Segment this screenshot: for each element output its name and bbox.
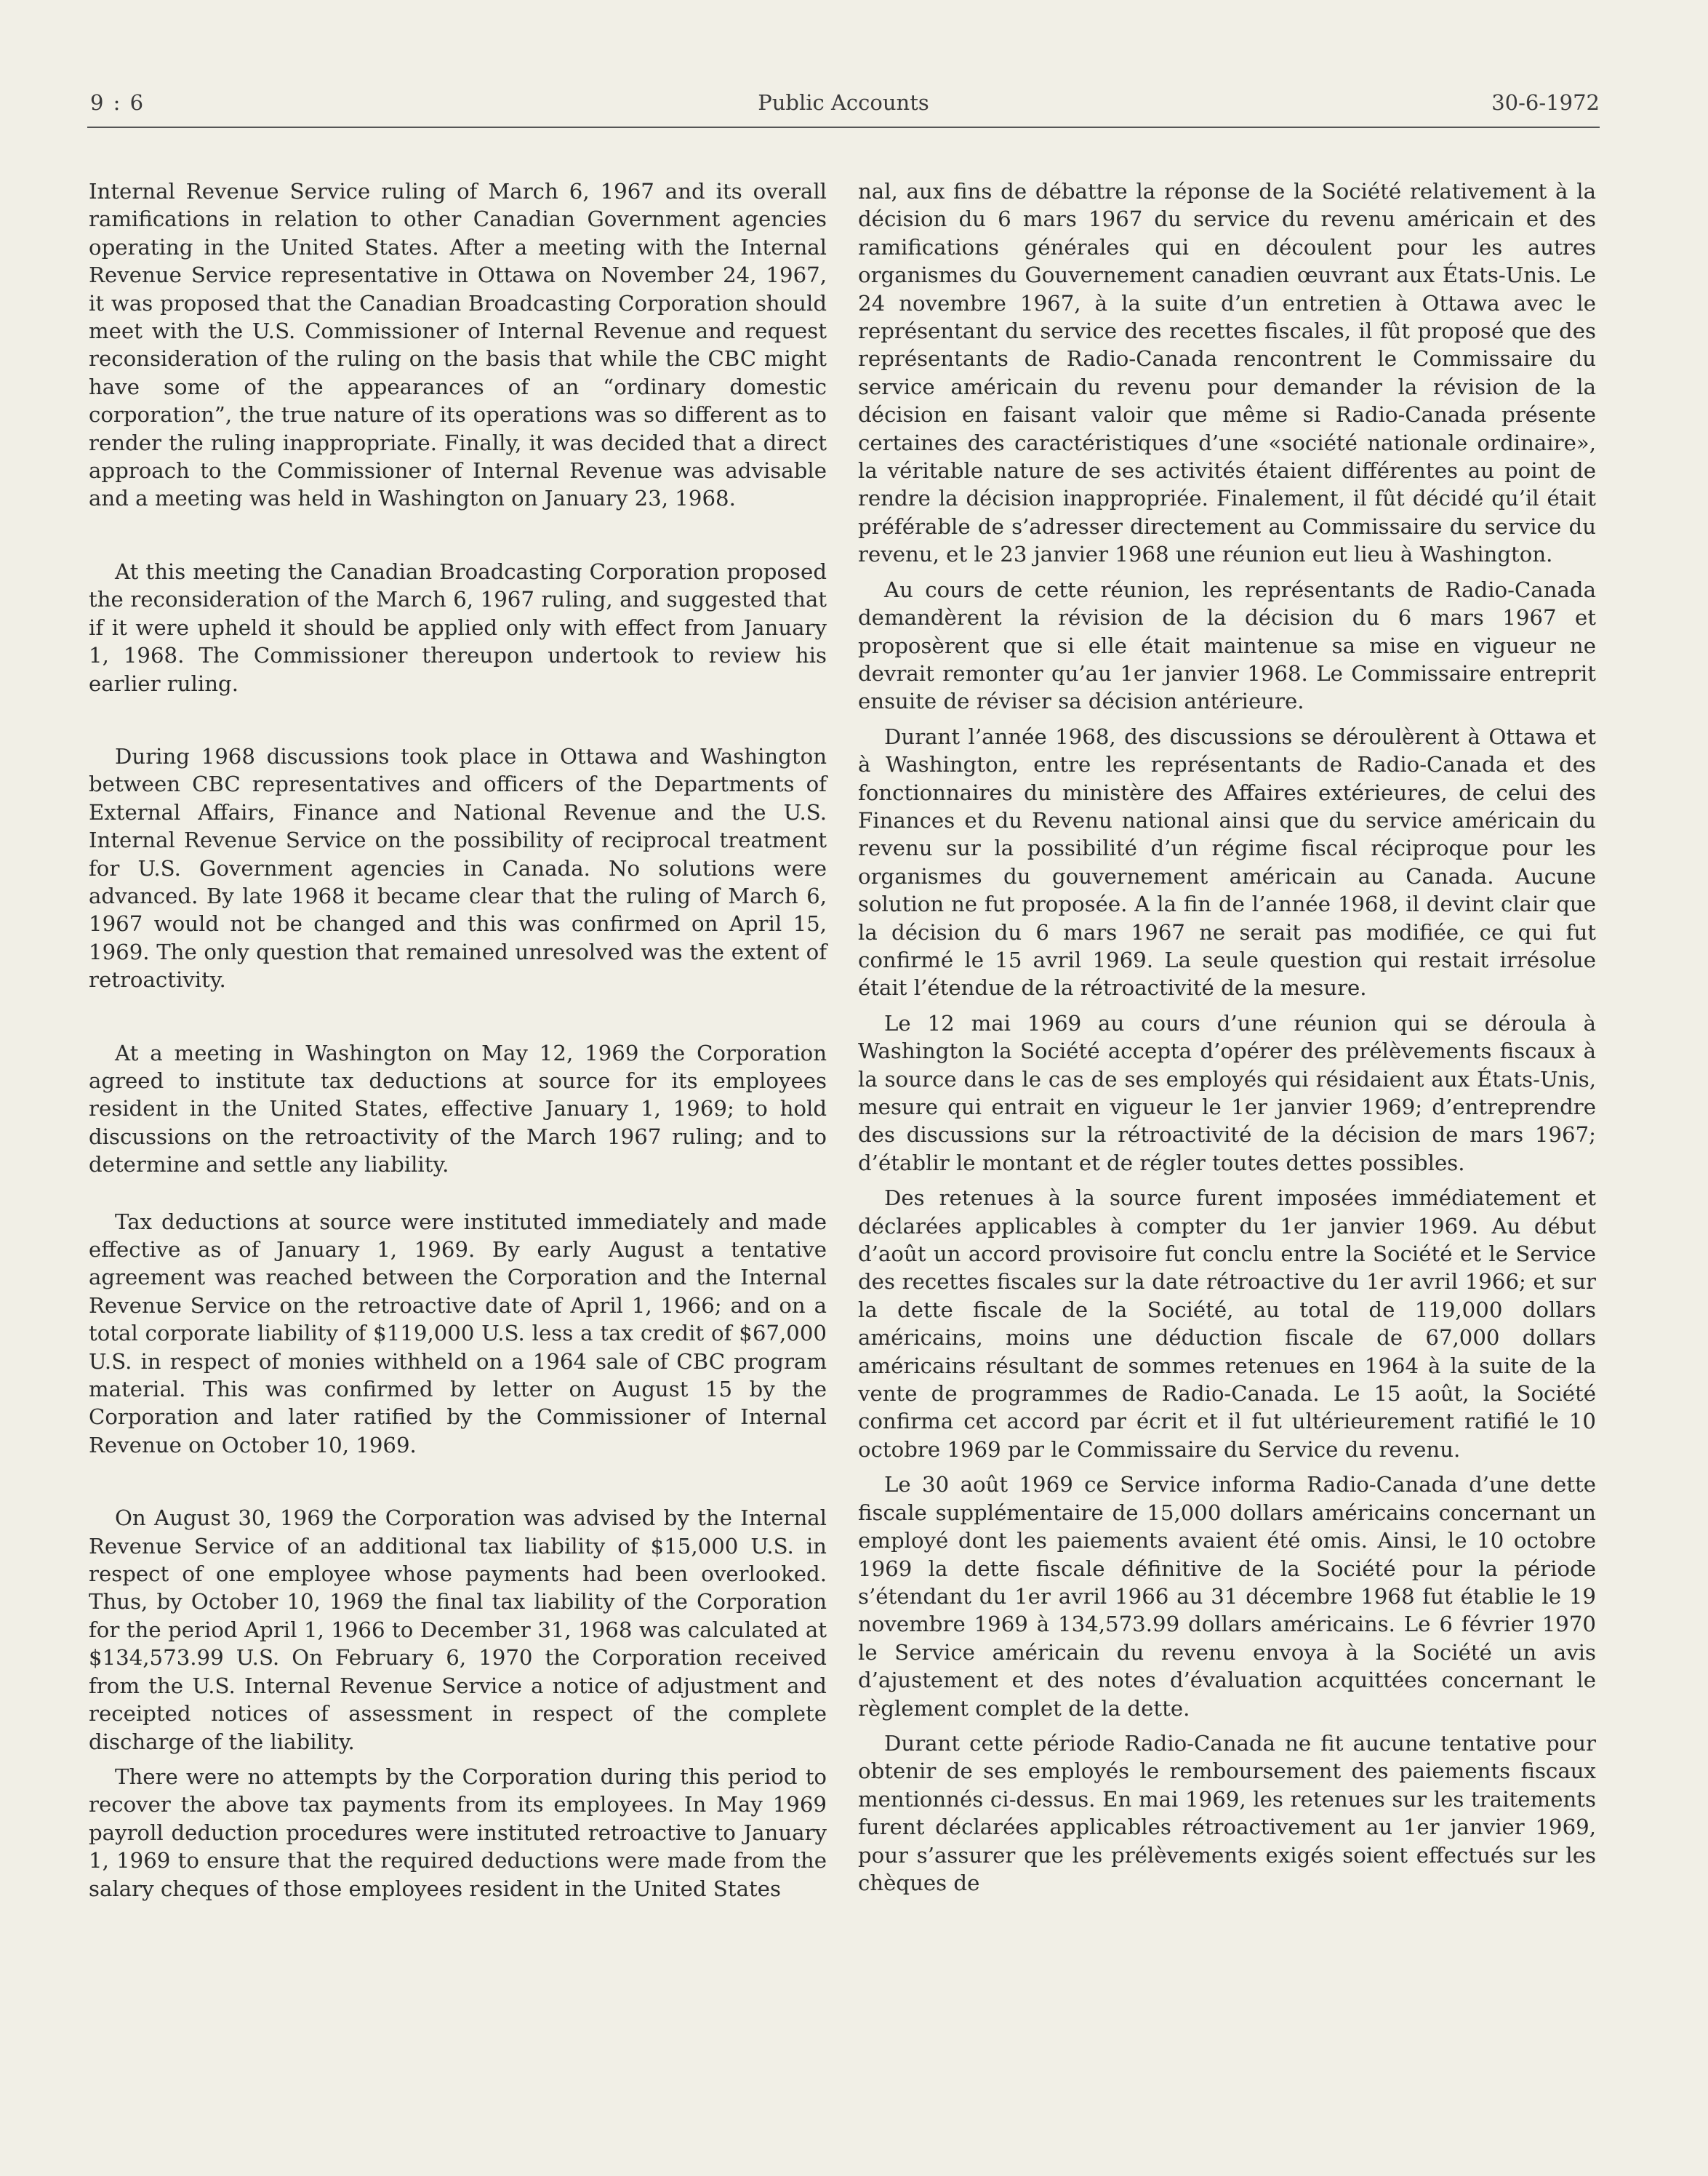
- french-paragraph-3: Durant l’année 1968, des discussions se déroulèrent à Ottawa et à Washington, entre les représentants de Radio-Canada et des fonctionnaires du ministère des Affaires extérieures, de celui des Finances et du Revenu national ainsi que du service américain du revenu sur la possibilité d’un régime fiscal réciproque pour les organismes du gouvernement américain au Canada. Aucune solution ne fut proposée. A la fin de l’année 1968, il devint clair que la décision du 6 mars 1967 ne serait pas modifiée, ce qui fut confirmé le 15 avril 1969. La seule question qui restait irrésolue était l’étendue de la rétroactivité de la mesure.: [858, 724, 1596, 1001]
- french-paragraph-5: Des retenues à la source furent imposées immédiatement et déclarées applicables à compter du 1er janvier 1969. Au début d’août un accord provisoire fut conclu entre la Société et le Service des recettes fiscales sur la date rétroactive du 1er avril 1966; et sur la dette fiscale de la Société, au total de 119,000 dollars américains, moins une déduction fiscale de 67,000 dollars américains résultant de sommes retenues en 1964 à la suite de la vente de programmes de Radio-Canada. Le 15 août, la Société confirma cet accord par écrit et il fut ultérieurement ratifié le 10 octobre 1969 par le Commissaire du Service du revenu.: [858, 1185, 1596, 1462]
- french-paragraph-6: Le 30 août 1969 ce Service informa Radio-Canada d’une dette fiscale supplémentaire de 15,000 dollars américains concernant un employé dont les paiements avaient été omis. Ainsi, le 10 octobre 1969 la dette fiscale définitive de la Société pour la période s’étendant du 1er avril 1966 au 31 décembre 1968 fut établie le 19 novembre 1969 à 134,573.99 dollars américains. Le 6 février 1970 le Service américain du revenu envoya à la Société un avis d’ajustement et des notes d’évaluation acquittées concernant le règlement complet de la dette.: [858, 1472, 1596, 1721]
- french-paragraph-1: nal, aux fins de débattre la réponse de la Société relativement à la décision du 6 mars 1967 du service du revenu américain et des ramifications générales qui en découlent pour les autres organismes du Gouvernement canadien œuvrant aux États-Unis. Le 24 novembre 1967, à la suite d’un entretien à Ottawa avec le représentant du service des recettes fiscales, il fût proposé que des représentants de Radio-Canada rencontrent le Commissaire du service américain du revenu pour demander la révision de la décision en faisant valoir que même si Radio-Canada présente certaines des caractéristiques d’une «société nationale ordinaire», la véritable nature de ses activités étaient différentes au point de rendre la décision inappropriée. Finalement, il fût décidé qu’il était préférable de s’adresser directement au Commissaire du service du revenu, et le 23 janvier 1968 une réunion eut lieu à Washington.: [858, 179, 1596, 567]
- english-paragraph-2: At this meeting the Canadian Broadcasting Corporation proposed the reconsideration of the March 6, 1967 ruling, and suggested that if it were upheld it should be applied only with effect from January 1, 1968. The Commissioner thereupon undertook to review his earlier ruling.: [89, 559, 827, 696]
- english-column: [89, 177, 827, 1903]
- french-paragraph-4: Le 12 mai 1969 au cours d’une réunion qui se déroula à Washington la Société accepta d’opérer des prélèvements fiscaux à la source dans le cas de ses employés qui résidaient aux États-Unis, mesure qui entrait en vigueur le 1er janvier 1969; d’entreprendre des discussions sur la rétroactivité de la décision de mars 1967; d’établir le montant et de régler toutes dettes possibles.: [858, 1010, 1596, 1175]
- french-paragraph-7: Durant cette période Radio-Canada ne fit aucune tentative pour obtenir de ses employés le remboursement des paiements fiscaux mentionnés ci-dessus. En mai 1969, les retenues sur les traitements furent déclarées applicables rétroactivement au 1er janvier 1969, pour s’assurer que les prélèvements exigés soient effectués sur les chèques de: [858, 1730, 1596, 1895]
- english-paragraph-3: During 1968 discussions took place in Ottawa and Washington between CBC representatives and officers of the Departments of External Affairs, Finance and National Revenue and the U.S. Internal Revenue Service on the possibility of reciprocal treatment for U.S. Government agencies in Canada. No solutions were advanced. By late 1968 it became clear that the ruling of March 6, 1967 would not be changed and this was confirmed on April 15, 1969. The only question that remained unresolved was the extent of retroactivity.: [89, 743, 827, 993]
- english-paragraph-7: There were no attempts by the Corporation during this period to recover the above tax payments from its employees. In May 1969 payroll deduction procedures were instituted retroactive to January 1, 1969 to ensure that the required deductions were made from the salary cheques of those employees resident in the United States: [89, 1764, 827, 1901]
- page-number: 9 : 6: [90, 90, 145, 115]
- header-date: 30-6-1972: [1491, 90, 1600, 115]
- french-paragraph-2: Au cours de cette réunion, les représentants de Radio-Canada demandèrent la révision de la décision du 6 mars 1967 et proposèrent que si elle était maintenue sa mise en vigueur ne devrait remonter qu’au 1er janvier 1968. Le Commissaire entreprit ensuite de réviser sa décision antérieure.: [858, 577, 1596, 714]
- english-paragraph-6: On August 30, 1969 the Corporation was advised by the Internal Revenue Service of an additional tax liability of $15,000 U.S. in respect of one employee whose payments had been overlooked. Thus, by October 10, 1969 the final tax liability of the Corporation for the period April 1, 1966 to December 31, 1968 was calculated at $134,573.99 U.S. On February 6, 1970 the Corporation received from the U.S. Internal Revenue Service a notice of adjustment and receipted notices of assessment in respect of the complete discharge of the liability.: [89, 1505, 827, 1754]
- english-paragraph-4: At a meeting in Washington on May 12, 1969 the Corporation agreed to institute tax deductions at source for its employees resident in the United States, effective January 1, 1969; to hold discussions on the retroactivity of the March 1967 ruling; and to determine and settle any liability.: [89, 1040, 827, 1177]
- french-column: [858, 177, 1596, 1904]
- running-title: Public Accounts: [758, 90, 929, 115]
- page-header: [87, 87, 1600, 128]
- english-paragraph-5: Tax deductions at source were instituted immediately and made effective as of January 1, 1969. By early August a tentative agreement was reached between the Corporation and the Internal Revenue Service on the retroactive date of April 1, 1966; and on a total corporate liability of $119,000 U.S. less a tax credit of $67,000 U.S. in respect of monies withheld on a 1964 sale of CBC program material. This was confirmed by letter on August 15 by the Corporation and later ratified by the Commissioner of Internal Revenue on October 10, 1969.: [89, 1209, 827, 1457]
- english-paragraph-1: Internal Revenue Service ruling of March 6, 1967 and its overall ramifications in relation to other Canadian Government agencies operating in the United States. After a meeting with the Internal Revenue Service representative in Ottawa on November 24, 1967, it was proposed that the Canadian Broadcasting Corporation should meet with the U.S. Commissioner of Internal Revenue and request reconsideration of the ruling on the basis that while the CBC might have some of the appearances of an “ordinary domestic corporation”, the true nature of its operations was so different as to render the ruling inappropriate. Finally, it was decided that a direct approach to the Commissioner of Internal Revenue was advisable and a meeting was held in Washington on January 23, 1968.: [89, 179, 827, 511]
